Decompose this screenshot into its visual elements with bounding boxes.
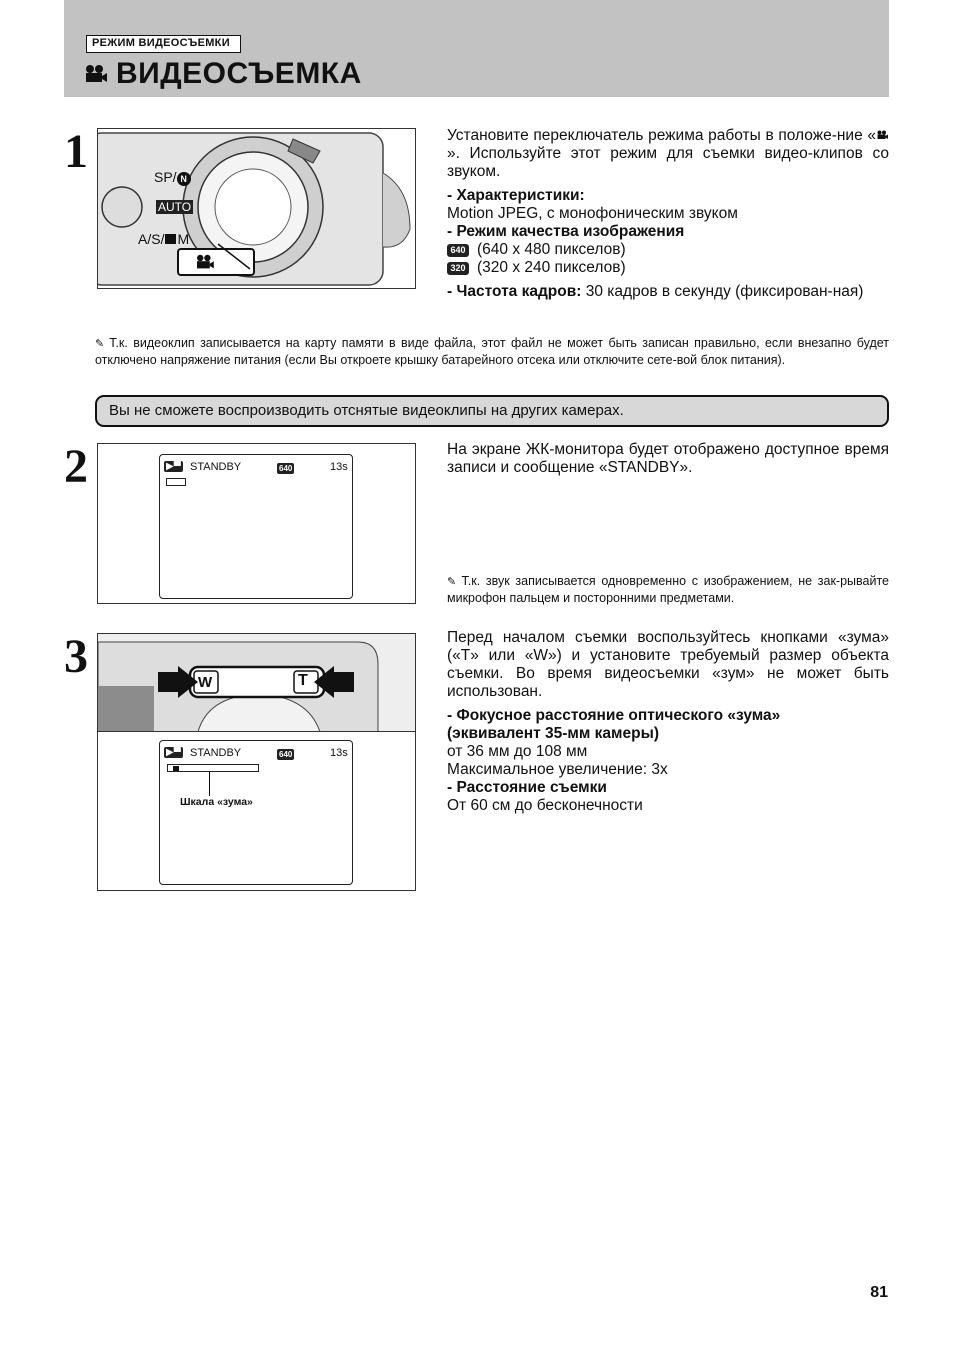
page-title-text: ВИДЕОСЪЕМКА xyxy=(116,57,362,90)
lcd-screen-zoom xyxy=(159,740,353,885)
step3-intro: Перед началом съемки воспользуйтесь кнопками «зума» («T» или «W») и установите требуемый размер объекта съемки. Во время видеосъемки «зум» не может быть использован. xyxy=(447,629,889,700)
section-tag: РЕЖИМ ВИДЕОСЪЕМКИ xyxy=(86,35,241,53)
lcd-standby-figure xyxy=(97,443,416,604)
fps-line: - Частота кадров: 30 кадров в секунду (фиксирован-ная) xyxy=(447,283,864,300)
lcd-quality: 640 xyxy=(279,750,293,759)
step-number-2: 2 xyxy=(64,440,88,493)
lcd-screen xyxy=(159,454,353,599)
quality-640-badge: 640 xyxy=(447,244,469,257)
pencil-icon: ✎ xyxy=(95,338,110,350)
step3-text xyxy=(447,629,889,815)
camera-top-drawing xyxy=(98,129,416,289)
page-number: 81 xyxy=(870,1284,888,1301)
mode-dial-figure xyxy=(97,128,416,289)
page-title xyxy=(84,56,362,92)
quality-heading: - Режим качества изображения xyxy=(447,223,685,240)
zoom-wide-button[interactable]: W xyxy=(198,674,213,691)
focal-heading-1: - Фокусное расстояние оптического «зума» xyxy=(447,707,781,724)
distance-value: От 60 см до бесконечности xyxy=(447,797,643,814)
zoom-buttons-drawing xyxy=(98,634,416,732)
lcd-time: 13s xyxy=(330,747,348,759)
distance-heading: - Расстояние съемки xyxy=(447,779,607,796)
quality-option: 320 (320 x 240 пикселов) xyxy=(447,259,889,277)
max-zoom: Максимальное увеличение: 3х xyxy=(447,761,668,778)
figure-divider xyxy=(98,731,416,732)
step-number-3: 3 xyxy=(64,630,88,683)
features-value: Motion JPEG, с монофоническим звуком xyxy=(447,205,738,222)
zoom-scale-caption: Шкала «зума» xyxy=(180,796,253,808)
note-microphone: ✎ Т.к. звук записывается одновременно с изображением, не зак-рывайте микрофон пальцем и посторонними предметами. xyxy=(447,574,890,605)
movie-camera-icon xyxy=(84,64,108,84)
movie-inline-icon xyxy=(876,130,889,140)
dial-label-sp: SP/ N xyxy=(154,169,191,186)
movie-mode-badge: ▶▀ xyxy=(166,747,181,758)
focal-value: от 36 мм до 108 мм xyxy=(447,743,588,760)
step1-intro: Установите переключатель режима работы в положе-ние «». Используйте этот режим для съемки видео-клипов со звуком. xyxy=(447,127,889,180)
pencil-icon: ✎ xyxy=(447,576,462,588)
zoom-indicator xyxy=(173,766,179,771)
focal-heading-2: (эквивалент 35-мм камеры) xyxy=(447,725,659,742)
zoom-bar xyxy=(167,764,259,772)
quality-320-badge: 320 xyxy=(447,262,469,275)
note-power: ✎ Т.к. видеоклип записывается на карту памяти в виде файла, этот файл не может быть записан правильно, если внезапно будет отключено напряжение питания (если Вы откроете крышку батарейного отсека или отключите сете-вой блок питания). xyxy=(95,336,889,367)
lcd-time: 13s xyxy=(330,461,348,473)
zoom-tele-button[interactable]: T xyxy=(298,672,308,689)
step2-text: На экране ЖК-монитора будет отображено доступное время записи и сообщение «STANDBY». xyxy=(447,441,889,476)
battery-icon xyxy=(166,478,186,486)
zoom-figure xyxy=(97,633,416,891)
step-number-1: 1 xyxy=(64,125,88,178)
zoom-leader-line xyxy=(209,772,210,796)
dial-label-asm: A/S/ M xyxy=(138,231,190,247)
movie-mode-icon xyxy=(194,254,216,270)
warning-box: Вы не сможете воспроизводить отснятые видеоклипы на других камерах. xyxy=(95,395,889,427)
features-heading: - Характеристики: xyxy=(447,187,585,204)
quality-option: 640 (640 x 480 пикселов) xyxy=(447,241,889,259)
lcd-quality: 640 xyxy=(279,464,293,473)
movie-mode-badge: ▶▀ xyxy=(166,461,181,472)
lcd-status: STANDBY xyxy=(190,461,242,473)
lcd-status: STANDBY xyxy=(190,747,242,759)
dial-label-auto: AUTO xyxy=(158,200,192,214)
step1-text xyxy=(447,127,889,301)
